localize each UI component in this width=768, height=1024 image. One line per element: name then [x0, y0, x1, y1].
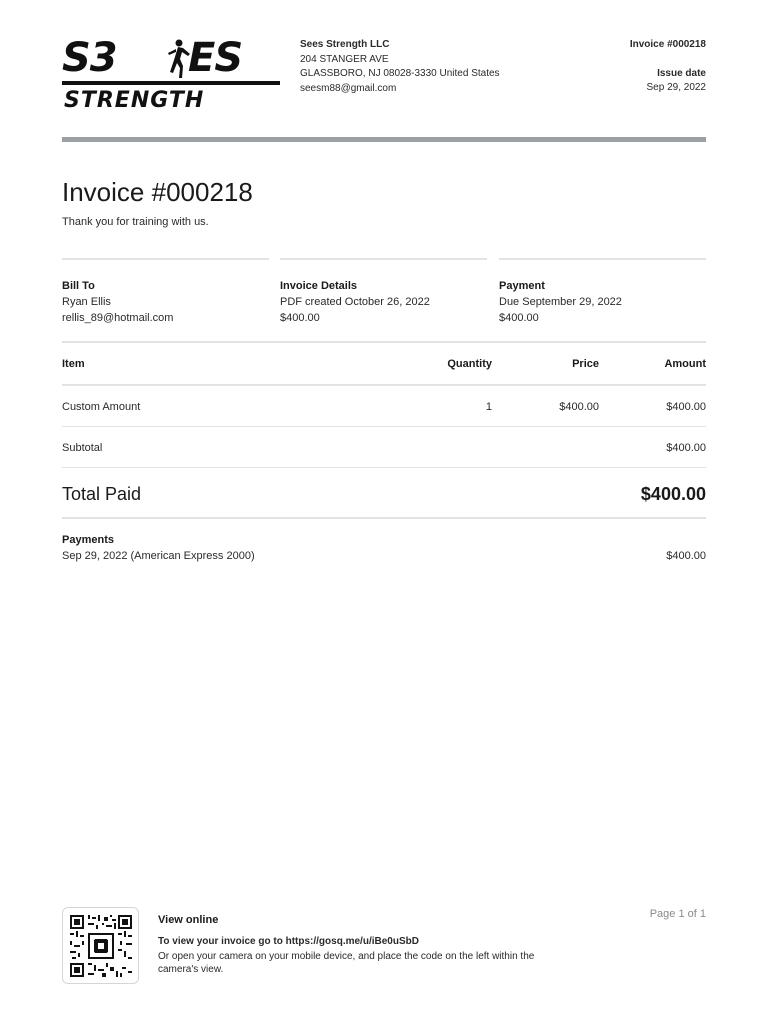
page-number: Page 1 of 1 [649, 908, 706, 920]
thank-you-message: Thank you for training with us. [62, 216, 209, 228]
invoice-created-date: PDF created October 26, 2022 [280, 296, 430, 308]
column-header-quantity: Quantity [447, 358, 492, 370]
logo-text-right: ES [188, 35, 243, 81]
payment-entry [62, 548, 706, 566]
line-items-table [62, 341, 706, 468]
invoice-details-section [280, 258, 487, 326]
table-row [62, 384, 706, 426]
line-item-quantity: 1 [485, 401, 492, 413]
company-address-line2: GLASSBORO, NJ 08028-3330 United States [300, 68, 500, 79]
payment-entry-description: Sep 29, 2022 (American Express 2000) [62, 550, 255, 562]
issue-date-label: Issue date [657, 67, 706, 79]
invoice-summary-columns [62, 258, 706, 342]
table-header-row [62, 341, 706, 384]
subtotal-value: $400.00 [666, 442, 706, 454]
bill-to-section [62, 258, 269, 326]
total-paid-value: $400.00 [640, 484, 706, 504]
payment-amount: $400.00 [499, 312, 539, 324]
header-divider [62, 137, 706, 142]
invoice-meta [630, 38, 706, 96]
line-item-amount: $400.00 [666, 401, 706, 413]
bill-to-name: Ryan Ellis [62, 296, 111, 308]
qr-code-frame[interactable] [62, 907, 139, 984]
view-online-link[interactable]: To view your invoice go to https://gosq.me/u/iBe0uSbD [158, 936, 419, 947]
logo-divider [62, 81, 280, 85]
logo-text-left: S3 [62, 35, 117, 81]
company-name: Sees Strength LLC [300, 39, 390, 50]
total-paid-label: Total Paid [62, 484, 142, 504]
view-online-instructions: Or open your camera on your mobile device, and place the code on the left within the camera's view. [158, 951, 535, 975]
view-online-heading: View online [158, 914, 219, 926]
issue-date-value: Sep 29, 2022 [646, 82, 706, 93]
company-address-line1: 204 STANGER AVE [300, 53, 389, 65]
payment-section [499, 258, 706, 326]
column-header-amount: Amount [664, 358, 706, 370]
page-title: Invoice #000218 [62, 177, 253, 207]
invoice-details-heading: Invoice Details [280, 280, 358, 292]
company-email: seesm88@gmail.com [300, 82, 397, 94]
payment-due-date: Due September 29, 2022 [499, 296, 622, 308]
line-item-name: Custom Amount [62, 401, 141, 413]
qr-code-icon [70, 915, 132, 977]
payment-heading: Payment [499, 280, 545, 292]
invoice-details-amount: $400.00 [280, 312, 320, 324]
invoice-number-label: Invoice #000218 [629, 39, 706, 50]
logo-wordmark-bottom: STRENGTH [64, 88, 205, 113]
company-logo [62, 36, 280, 116]
view-online-section [158, 914, 548, 976]
column-header-price: Price [572, 358, 599, 370]
company-info [300, 38, 500, 96]
payments-section [62, 532, 706, 566]
bill-to-email: rellis_89@hotmail.com [62, 312, 174, 324]
total-paid-row [62, 467, 706, 519]
subtotal-label: Subtotal [62, 442, 103, 454]
bill-to-heading: Bill To [62, 280, 95, 292]
line-item-price: $400.00 [559, 401, 599, 413]
subtotal-row [62, 426, 706, 468]
payments-heading: Payments [62, 534, 114, 546]
payment-entry-amount: $400.00 [666, 550, 706, 562]
column-header-item: Item [62, 358, 85, 370]
runner-figure-icon [164, 38, 192, 80]
